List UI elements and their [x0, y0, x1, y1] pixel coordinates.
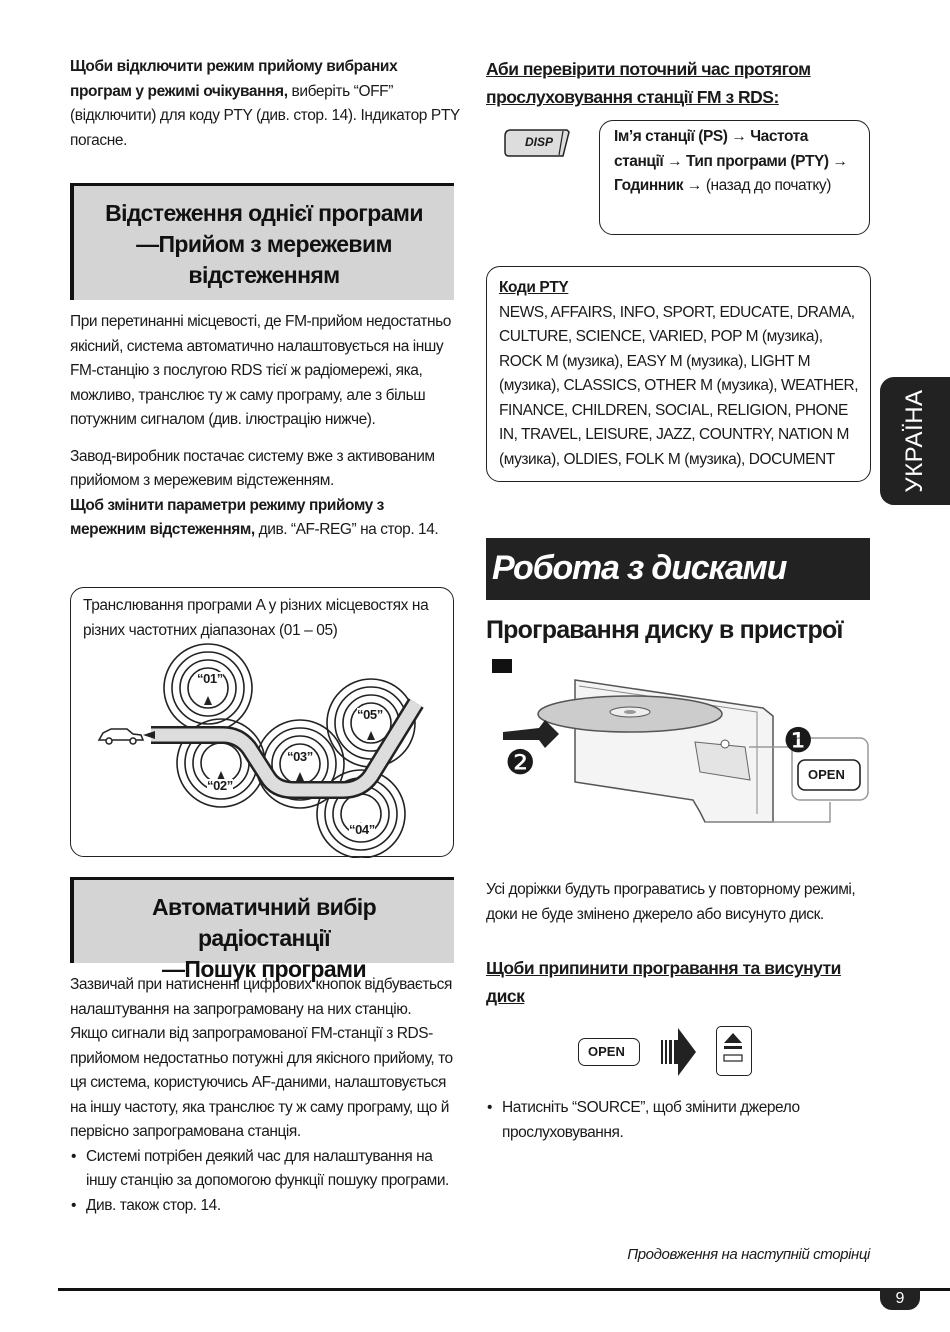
- open-button[interactable]: [578, 1038, 640, 1066]
- program-search-bullet: • Системі потрібен деякий час для налаштування на іншу станцію за допомогою функції пошуку програми.: [70, 1145, 462, 1194]
- intro-rest: виберіть “OFF” (відключити) для коду PTY (див. стор. 14). Індикатор PTY погасне.: [70, 82, 460, 149]
- network-tracking-diagram: [70, 587, 454, 857]
- section-heading-line: Автоматичний вибір радіостанції: [151, 894, 377, 951]
- square-icon: [492, 659, 512, 673]
- sequence-arrow-icon: [660, 1024, 700, 1080]
- network-tracking-text: [70, 310, 460, 543]
- network-tracking-para1: При перетинанні місцевості, де FM-прийом недостатньо якісний, система автоматично налаштовується на іншу FM-станцію з послугою RDS тієї ж радіомережі, яка, можливо, транслює ту ж саму програму, але з більш потужним сигналом (див. ілюстрацію нижче).: [70, 313, 451, 428]
- diagram-illustration: [71, 588, 451, 858]
- intro-bold: Щоби відключити режим прийому вибраних програм у режимі очікування,: [70, 58, 398, 100]
- section-heading-line: —Прийом з мережевим: [136, 231, 392, 257]
- language-tab-label: УКРАЇНА: [901, 389, 928, 493]
- open-button-label[interactable]: OPEN: [808, 767, 845, 782]
- program-search-text: [70, 973, 462, 1218]
- disp-sequence-bold: Ім’я станції (PS) → Частота станції → Тип програми (PTY) → Годинник →: [614, 128, 848, 194]
- section-heading-line: Відстеження однієї програми: [105, 200, 423, 226]
- source-bullet-list: [486, 1096, 871, 1145]
- disc-insert-illustration: [495, 672, 875, 832]
- play-disc-heading-text: Програвання диску в пристрої: [486, 616, 843, 644]
- section-heading-network-tracking: [70, 183, 454, 300]
- disc-section-banner: [486, 538, 870, 600]
- open-button-text: OPEN: [588, 1044, 625, 1059]
- repeat-play-text: [486, 878, 874, 927]
- section-heading-line: відстеженням: [188, 262, 340, 288]
- pty-codes-box: [486, 266, 871, 482]
- eject-heading: Щоби припинити програвання та висунути диск: [486, 958, 841, 1006]
- network-tracking-para2: Завод-виробник постачає систему вже з активованим прийомом з мережевим відстеженням.: [70, 447, 435, 489]
- repeat-play-para: Усі доріжки будуть програватись у повторному режимі, доки не буде змінено джерело або висунуто диск.: [486, 881, 856, 923]
- section-heading-program-search: [70, 877, 454, 982]
- pty-codes-list: NEWS, AFFAIRS, INFO, SPORT, EDUCATE, DRAMA, CULTURE, SCIENCE, VARIED, POP M (музика), ROCK M (музика), EASY M (музика), LIGHT M (музика), CLASSICS, OTHER M (музика), WEATHER, FINANCE, CHILDREN, SOCIAL, RELIGION, PHONE IN, TRAVEL, LEISURE, JAZZ, COUNTRY, NATION M (музика), OLDIES, FOLK M (музика), DOCUMENT: [499, 303, 859, 468]
- clock-check-heading: Аби перевірити поточний час протягом прослуховування станції FM з RDS:: [486, 59, 811, 107]
- car-icon: [99, 729, 143, 744]
- language-side-tab: [880, 377, 950, 505]
- intro-paragraph: [70, 55, 460, 153]
- section-heading-line: —Пошук програми: [161, 956, 366, 982]
- para3-rest: див. “AF-REG” на стор. 14.: [254, 521, 439, 538]
- pty-codes-title: Коди PTY: [499, 279, 569, 296]
- program-search-para2: Якщо сигнали від запрограмованої FM-станції з RDS-прийомом недостатньо потужні для якісного прийому, то ця система, користуючись AF-даними, налаштовується на іншу частоту, яка транслює ту ж саму програму, що й первісно запрограмована станція.: [70, 1025, 453, 1140]
- para3-bold: Щоб змінити параметри режиму прийому з мережним відстеженням,: [70, 496, 384, 538]
- step-2-marker: ❷: [505, 744, 536, 782]
- tower-label-04: “04”: [349, 822, 375, 837]
- disp-sequence-rest: (назад до початку): [701, 177, 831, 194]
- diagram-caption: Транслювання програми A у різних місцевостях на різних частотних діапазонах (01 – 05): [83, 597, 429, 639]
- network-tracking-para3: [70, 494, 460, 543]
- source-bullet: • Натисніть “SOURCE”, щоб змінити джерело прослуховування.: [486, 1096, 871, 1145]
- eject-icon: [715, 1025, 751, 1075]
- tower-label-03: “03”: [287, 749, 313, 764]
- eject-button[interactable]: [716, 1026, 752, 1076]
- disp-button-label: DISP: [525, 135, 554, 149]
- disc-section-title: Робота з дисками: [492, 549, 787, 587]
- tower-label-01: “01”: [197, 671, 223, 686]
- step-1-marker: ❶: [783, 722, 814, 760]
- program-search-bullet: • Див. також стор. 14.: [70, 1194, 462, 1219]
- tower-label-02: “02”: [207, 778, 233, 793]
- arrow-icon: [143, 731, 155, 739]
- tower-01: [164, 644, 252, 732]
- tower-label-05: “05”: [357, 707, 383, 722]
- disp-button[interactable]: [503, 128, 573, 158]
- program-search-para1: Зазвичай при натисненні цифрових кнопок відбувається налаштування на запрограмовану на них станцію.: [70, 976, 452, 1018]
- page-number-badge: [880, 1288, 920, 1310]
- page-number: 9: [895, 1290, 905, 1307]
- footer-rule: [58, 1288, 950, 1291]
- disp-sequence-box: [599, 120, 870, 235]
- continued-note: Продовження на наступній сторінці: [627, 1246, 870, 1263]
- disc-unit-drawing: [495, 672, 875, 832]
